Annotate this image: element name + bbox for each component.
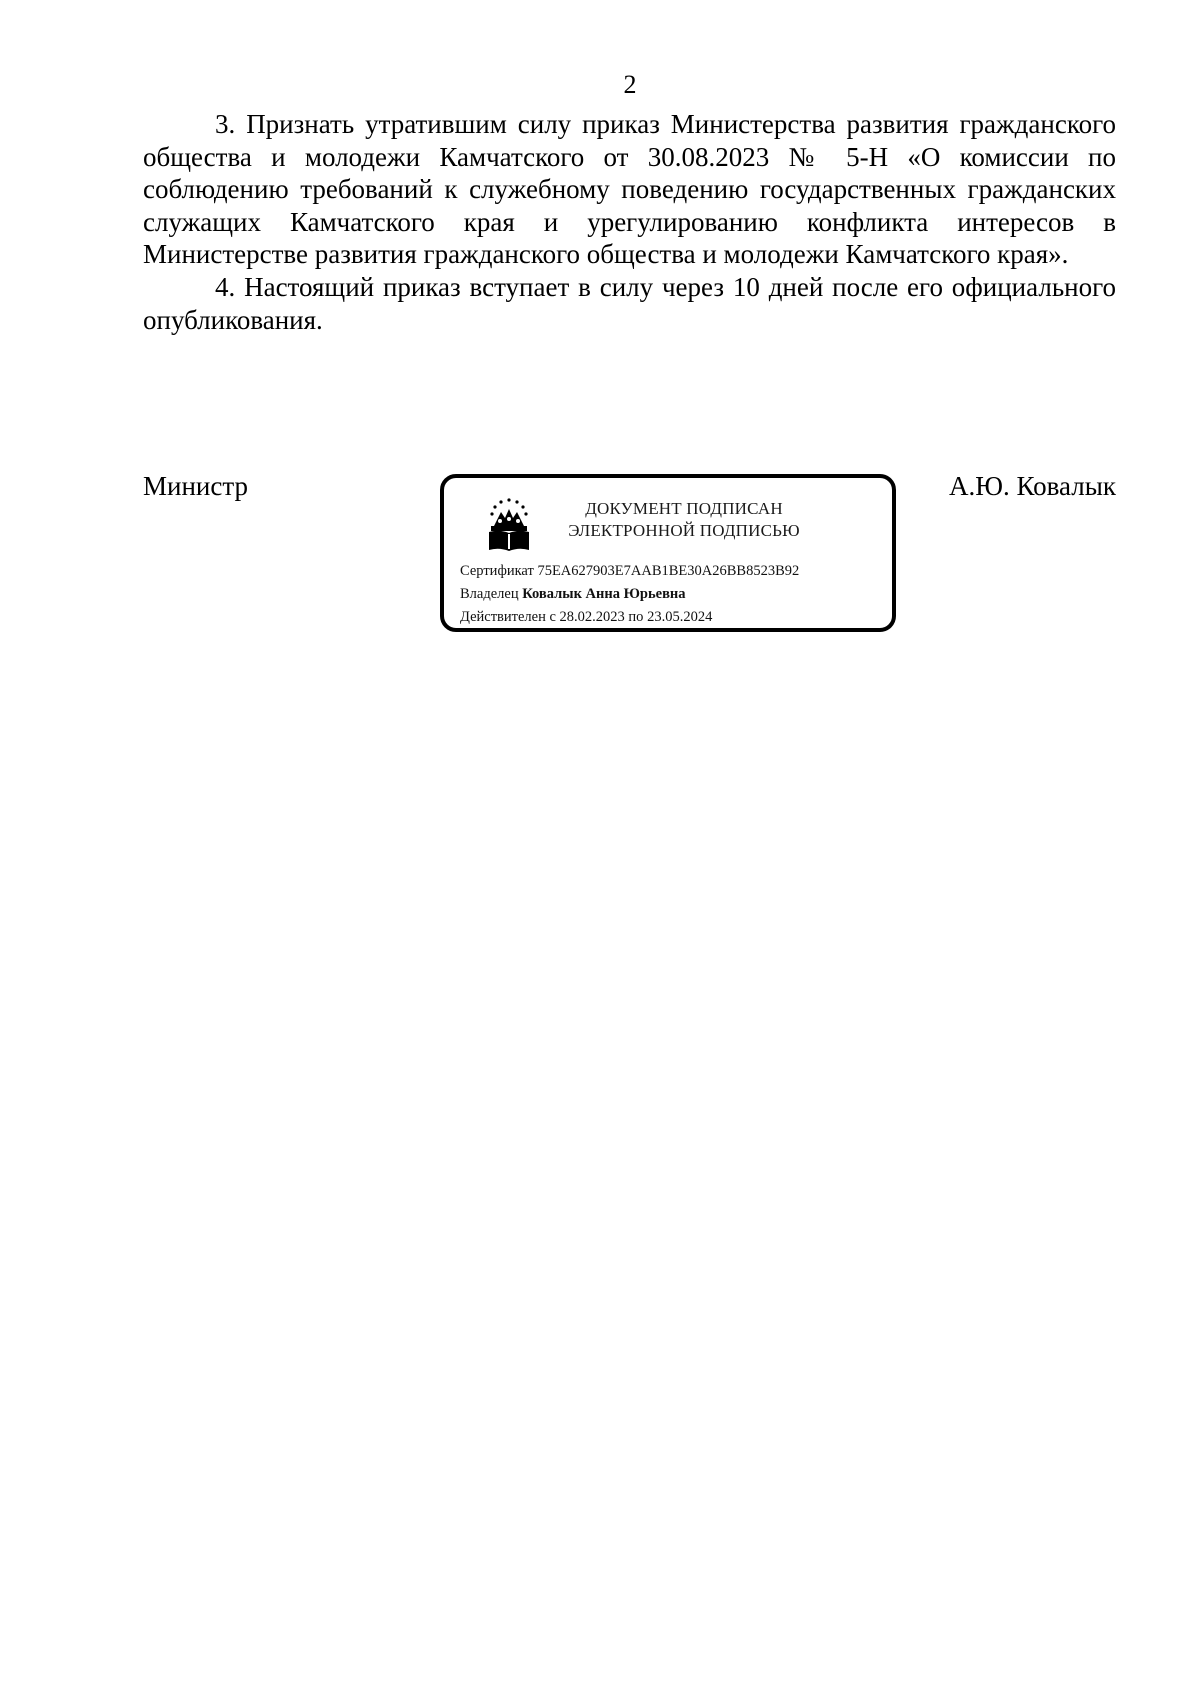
owner-label: Владелец — [460, 586, 519, 602]
signer-position: Министр — [143, 471, 248, 501]
valid-to: 23.05.2024 — [647, 609, 713, 625]
stamp-heading-line2: ЭЛЕКТРОННОЙ ПОДПИСЬЮ — [568, 521, 800, 540]
certificate-value: 75EA627903E7AAB1BE30A26BB8523B92 — [537, 563, 800, 579]
valid-to-label: по — [628, 609, 644, 625]
paragraph-4: 4. Настоящий приказ вступает в силу через 10 дней после его официального опубликования. — [143, 271, 1116, 335]
valid-from: 28.02.2023 — [559, 609, 625, 625]
stamp-heading-line1: ДОКУМЕНТ ПОДПИСАН — [585, 499, 783, 518]
kamchatka-emblem-icon — [484, 496, 534, 554]
signer-name: А.Ю. Ковалык — [948, 471, 1116, 501]
paragraph-3: 3. Признать утратившим силу приказ Министерства развития гражданского общества и молодежи Камчатского от 30.08.2023 № 5-Н «О комиссии по соблюдению требований к служебному поведению государственных гражданских служащих Камчатского края и урегулированию конфликта интересов в Министерстве развития гражданского общества и молодежи Камчатского края». — [143, 109, 1116, 270]
certificate-label: Сертификат — [460, 563, 534, 579]
stamp-heading — [544, 498, 824, 542]
valid-label: Действителен — [460, 609, 546, 625]
validity-line — [460, 606, 882, 629]
stamp-details — [460, 560, 882, 629]
electronic-signature-stamp — [440, 474, 896, 632]
owner-value: Ковалык Анна Юрьевна — [522, 586, 686, 602]
page-number: 2 — [623, 70, 637, 99]
certificate-line — [460, 560, 882, 583]
order-body — [143, 108, 1116, 336]
owner-line — [460, 583, 882, 606]
valid-from-label: с — [549, 609, 556, 625]
